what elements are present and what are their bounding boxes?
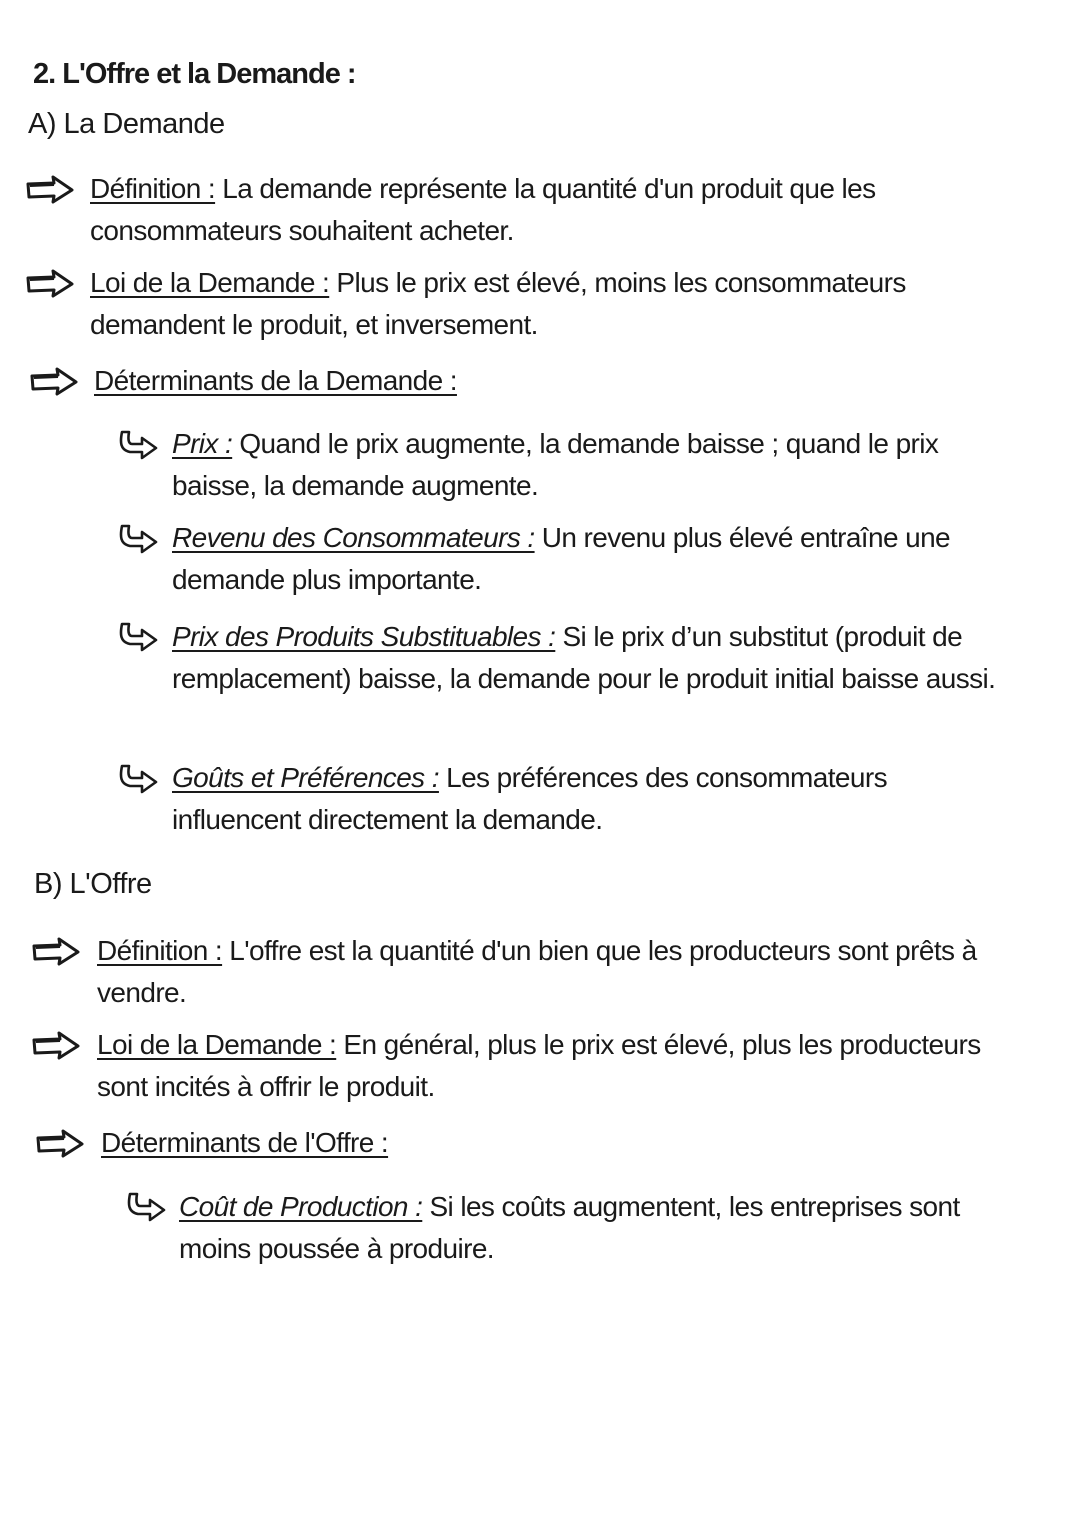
term-label: Déterminants de l'Offre : [101,1127,389,1158]
determinant-item [172,517,992,601]
term-label: Coût de Production : [179,1191,423,1222]
term-label: Loi de la Demande : [97,1029,337,1060]
term-text: Plus le prix est élevé, moins les consommateurs demandent le produit, et inversement. [90,267,906,340]
curved-arrow-icon [116,762,160,798]
arrow-right-icon [32,936,82,968]
determinant-item [172,423,992,507]
curved-arrow-icon [116,428,160,464]
term-label: Déterminants de la Demande : [94,365,457,396]
offre-loi [97,1024,1037,1108]
demande-loi [90,262,950,346]
term-label: Loi de la Demande : [90,267,330,298]
term-label: Goûts et Préférences : [172,762,439,793]
arrow-right-icon [26,268,76,300]
term-label: Prix : [172,428,233,459]
demande-definition [90,168,950,252]
determinant-item [172,757,972,841]
arrow-right-icon [32,1030,82,1062]
term-text: Si le prix d’un substitut (produit de remplacement) baisse, la demande pour le produit initial baisse aussi. [172,621,996,694]
arrow-right-icon [30,366,80,398]
demande-determinants-heading [94,360,954,402]
term-text: Un revenu plus élevé entraîne une demande plus importante. [172,522,951,595]
page-title: 2. L'Offre et la Demande : [33,58,356,90]
determinant-item [179,1186,1019,1270]
determinant-item [172,616,1002,700]
term-text: Les préférences des consommateurs influencent directement la demande. [172,762,887,835]
arrow-right-icon [26,174,76,206]
curved-arrow-icon [116,620,160,656]
curved-arrow-icon [124,1190,168,1226]
term-label: Prix des Produits Substituables : [172,621,556,652]
section-title-offre: B) L'Offre [34,868,152,900]
term-text: Quand le prix augmente, la demande baisse ; quand le prix baisse, la demande augmente. [172,428,939,501]
section-title-demande: A) La Demande [28,108,225,140]
term-label: Revenu des Consommateurs : [172,522,535,553]
term-label: Définition : [97,935,223,966]
arrow-right-icon [36,1128,86,1160]
offre-determinants-heading [101,1122,961,1164]
term-text: L'offre est la quantité d'un bien que les producteurs sont prêts à vendre. [97,935,977,1008]
term-text: La demande représente la quantité d'un produit que les consommateurs souhaitent acheter. [90,173,876,246]
term-text: En général, plus le prix est élevé, plus les producteurs sont incités à offrir le produit. [97,1029,981,1102]
term-text: Si les coûts augmentent, les entreprises sont moins poussée à produire. [179,1191,960,1264]
curved-arrow-icon [116,522,160,558]
term-label: Définition : [90,173,216,204]
offre-definition [97,930,1047,1014]
